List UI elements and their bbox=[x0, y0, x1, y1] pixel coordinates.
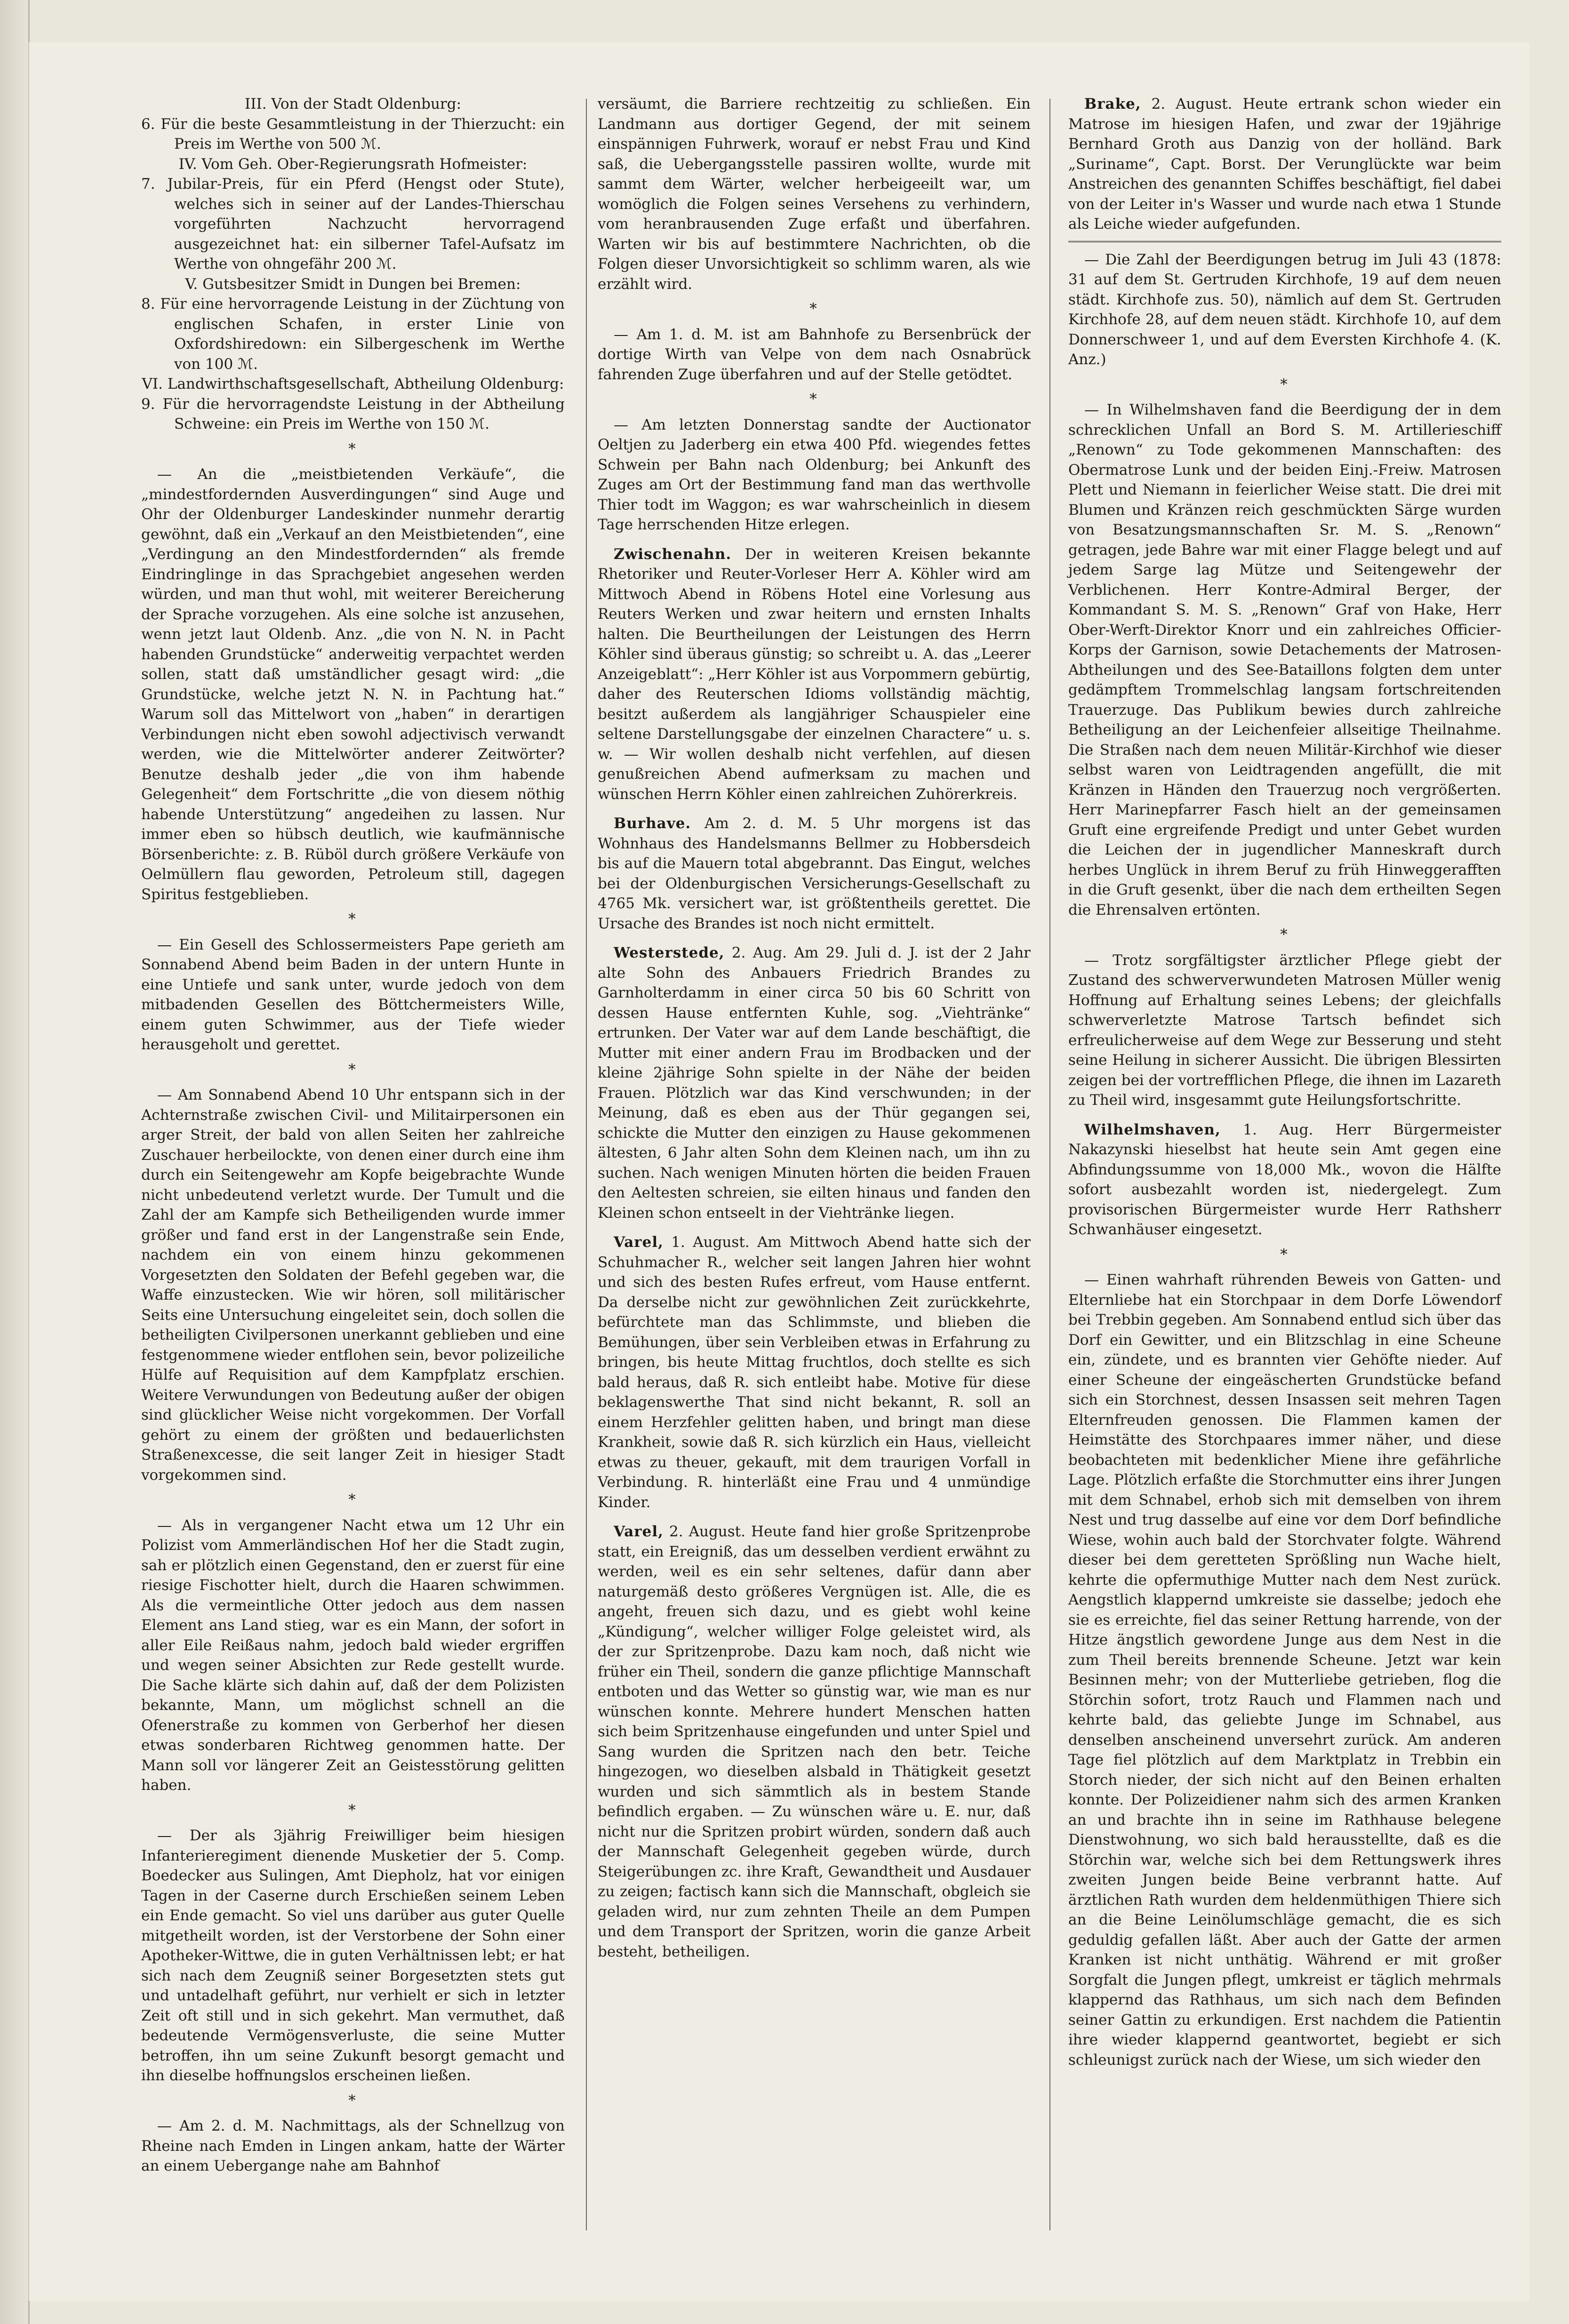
article-musketier: — Der als 3jährig Freiwilliger beim hiesigen Infanterieregiment dienende Musketier der 5. Comp. Boedecker aus Sulingen, Amt Diepholz, hat vor einigen Tagen in der Caserne durch Erschießen seinem Leben ein Ende gemacht. So viel uns darüber aus guter Quelle mitgetheilt worden, ist der Verstorbene der Sohn einer Apotheker-Wittwe, die in guten Verhältnissen lebt; er hat sich nach dem Zeugniß seiner Borgesetzten stets gut und untadelhaft geführt, nur verhielt er sich in letzter Zeit oft still und in sich gekehrt. Man vermuthet, daß bedeutende Vermögensverluste, die seine Mutter betroffen, ihn um seine Zukunft besorgt gemacht und ihn dieselbe hoffnungslos erscheinen ließen. bbox=[141, 1827, 565, 2084]
article-lingen: — Am 2. d. M. Nachmittags, als der Schnellzug von Rheine nach Emden in Lingen ankam, hatte der Wärter an einem Uebergange nahe am Bahnhof bbox=[141, 2117, 565, 2174]
prize-item-9: 9. Für die hervorragendste Leistung in der Abtheilung Schweine: ein Preis im Werthe von 150 ℳ. bbox=[141, 395, 565, 432]
separator: * bbox=[348, 2092, 358, 2109]
separator: * bbox=[348, 440, 358, 457]
page-edge bbox=[0, 0, 30, 2324]
prize-item-8: 8. Für eine hervorragende Leistung in der Züchtung von englischen Schafen, in erster Linie von Oxfordshiredown: ein Silbergeschenk im Werthe von 100 ℳ. bbox=[141, 295, 565, 373]
article-verkaeufe: — An die „meistbietenden Verkäufe“, die „mindestfordernden Ausverdingungen“ sind Auge und Ohr der Oldenburger Landeskinder nunmehr derartig gewöhnt, daß ein „Verkauf an den Meistbietenden“, eine „Verdingung an den Mindestfordernden“ als fremde Eindringlinge in das Sprachgebiet angesehen werden würden, und man thut wohl, mit weiterer Bereicherung der Sprache vorzugehen. Als eine solche ist anzusehen, wenn jetzt laut Oldenb. Anz. „die von N. N. in Pacht habenden Grundstücke“ anderweitig verpachtet werden sollen, statt daß umständlicher gesagt wird: „die Grundstücke, welche jetzt N. N. in Pachtung hat.“ Warum soll das Mittelwort von „haben“ in derartigen Verbindungen nicht eben sowohl adjectivisch verwandt werden, wie die Mittelwörter anderer Zeitwörter? Benutze deshalb jeder „die von ihm habende Gelegenheit“ dem Fortschritte „die von diesem nöthig habende Unterstützung“ angedeihen zu lassen. Nur immer eben so hübsch deutlich, wie kaufmännische Börsenberichte: z. B. Rüböl durch größere Verkäufe von Oelmüllern flau geworden, Petroleum still, dagegen Spiritus festgeblieben. bbox=[141, 466, 565, 903]
article-body: 2. Aug. Am 29. Juli d. J. ist der 2 Jahr alte Sohn des Anbauers Friedrich Brandes zu Garnholterdamm in einer circa 50 bis 60 Schritt von dessen Hause entfernten Kuhle, sog. „Viehtränke“ ertrunken. Der Vater war auf dem Lande beschäftigt, die Mutter mit einer andern Frau im Brodbacken und der kleine 2jährige Sohn spielte in der Nähe der beiden Frauen. Plötzlich war das Kind verschwunden; in der Meinung, daß es eben aus der Thür gegangen sei, schickte die Mutter den einzigen zu Hause gekommenen ältesten, 6 Jahr alten Sohn dem Kleinen nach, um ihn zu suchen. Nach wenigen Minuten hörten die beiden Frauen den Aeltesten schreien, sie eilten hinaus und fanden den Kleinen schon entseelt in der Viehtränke liegen. bbox=[598, 944, 1031, 1222]
dateline: Burhave. bbox=[614, 815, 691, 832]
separator: * bbox=[809, 391, 819, 407]
column-2 bbox=[598, 94, 1031, 1962]
article-brake bbox=[1068, 94, 1501, 234]
column-rule-1 bbox=[586, 99, 587, 2230]
section-rule bbox=[1068, 241, 1501, 242]
article-streit: — Am Sonnabend Abend 10 Uhr entspann sich in der Achternstraße zwischen Civil- und Militairpersonen ein arger Streit, der bald von allen Seiten her zahlreiche Zuschauer herbeilockte, von denen einer durch eine ihm durch ein Seitengewehr am Kopfe beigebrachte Wunde nicht unbedeutend verletzt wurde. Der Tumult und die Zahl der am Kampfe sich Betheiligenden wurde immer größer und fand erst in der Langenstraße sein Ende, nachdem ein von einem hinzu gekommenen Vorgesetzten den Soldaten der Befehl gegeben war, die Waffe einzustecken. Wie wir hören, soll militärischer Seits eine Untersuchung eingeleitet sein, doch sollen die betheiligten Civilpersonen unerkannt geblieben und eine festgenommene wieder entflohen sein, bevor polizeiliche Hülfe auf Requisition auf dem Kampfplatz erschien. Weitere Verwundungen von Bedeutung außer der obigen sind glücklicher Weise nicht vorgekommen. Der Vorfall gehört zu einem der größten und bedauerlichsten Straßenexcesse, die seit langer Zeit in hiesiger Stadt vorgekommen sind. bbox=[141, 1086, 565, 1484]
separator: * bbox=[348, 910, 358, 927]
separator: * bbox=[348, 1061, 358, 1078]
column-3 bbox=[1068, 94, 1501, 2070]
dateline: Varel, bbox=[614, 1523, 664, 1540]
article-beerdigungen: — Die Zahl der Beerdigungen betrug im Juli 43 (1878: 31 auf dem St. Gertruden Kirchhofe, 19 auf dem neuen städt. Kirchhofe zus. 50), nämlich auf dem St. Gertruden Kirchhofe 28, auf dem neuen städt. Kirchhofe 10, auf dem Donnerschweer 1, und auf dem Eversten Kirchhofe 4. (K. Anz.) bbox=[1068, 251, 1501, 368]
prize-item-7: 7. Jubilar-Preis, für ein Pferd (Hengst oder Stute), welches sich in seiner auf der Landes-Thierschau vorgeführten Nachzucht hervorragend ausgezeichnet hat: ein silberner Tafel-Aufsatz im Werthe von ohngefähr 200 ℳ. bbox=[141, 176, 565, 272]
separator: * bbox=[1280, 926, 1289, 943]
article-varel-1 bbox=[598, 1232, 1031, 1512]
prize-heading-6: VI. Landwirthschaftsgesellschaft, Abtheilung Oldenburg: bbox=[142, 375, 564, 392]
separator: * bbox=[1280, 375, 1289, 393]
prize-heading-4: IV. Vom Geh. Ober-Regierungsrath Hofmeister: bbox=[178, 155, 528, 173]
separator: * bbox=[809, 300, 819, 317]
prize-heading-3: III. Von der Stadt Oldenburg: bbox=[244, 96, 462, 112]
column-1 bbox=[141, 94, 565, 2176]
article-burhave bbox=[598, 814, 1031, 934]
dateline: Varel, bbox=[614, 1234, 664, 1251]
dateline: Wilhelmshaven, bbox=[1084, 1121, 1221, 1138]
article-body: 2. August. Heute ertrank schon wieder ein Matrose im hiesigen Hafen, und zwar der 19jährige Bernhard Groth aus Danzig von der holländ. Bark „Suriname“, Capt. Borst. Der Verunglückte war beim Anstreichen des genannten Schiffes beschäftigt, fiel dabei von der Leiter in's Wasser und wurde nach etwa 1 Stunde als Leiche wieder aufgefunden. bbox=[1068, 96, 1501, 232]
article-body: Der in weiteren Kreisen bekannte Rhetoriker und Reuter-Vorleser Herr A. Köhler wird am Mittwoch Abend in Röbens Hotel eine Vorlesung aus Reuters Werken und zwar heitern und ernsten Inhalts halten. Die Beurtheilungen der Leistungen des Herrn Köhler sind überaus günstig; so schreibt u. A. das „Leerer Anzeigeblatt“: „Herr Köhler ist aus Vorpommern gebürtig, daher des Reuterschen Idioms vollständig mächtig, besitzt außerdem als langjähriger Schauspieler eine seltene Darstellungsgabe der einzelnen Charactere“ u. s. w. — Wir wollen deshalb nicht verfehlen, auf diesen genußreichen Abend aufmerksam zu machen und wünschen Herrn Köhler einen zahlreichen Zuhörerkreis. bbox=[598, 545, 1031, 803]
article-body: 2. August. Heute fand hier große Spritzenprobe statt, ein Ereigniß, das um desselben verdient erwähnt zu werden, weil es ein sehr seltenes, dafür dann aber naturgemäß desto größeres Vergnügen ist. Alle, die es angeht, freuen sich dazu, und es giebt wohl keine „Kündigung“, welcher williger Folge geleistet wird, als der zur Spritzenprobe. Dazu kam noch, daß nicht wie früher ein Theil, sondern die ganze pflichtige Mannschaft entboten und das Wetter so günstig war, wie man es nur wünschen konnte. Mehrere hundert Menschen hatten sich beim Spritzenhause eingefunden und unter Spiel und Sang wurden die Spritzen nach den betr. Teiche hingezogen, wo dieselben alsbald in Thätigkeit gesetzt wurden und sich sämmtlich als in bestem Stande befindlich ergaben. — Zu wünschen wäre u. E. nur, daß nicht nur die Spritzen probirt würden, sondern daß auch der Mannschaft Gelegenheit gegeben würde, durch Steigerübungen zc. ihre Kraft, Gewandtheit und Ausdauer zu zeigen; factisch kann sich die Mannschaft, obgleich sie geladen wird, nur zum zehnten Theile an dem Pumpen und dem Transport der Spritzen, worin die ganze Arbeit besteht, betheiligen. bbox=[598, 1523, 1031, 1960]
article-body: Am 2. d. M. 5 Uhr morgens ist das Wohnhaus des Handelsmanns Bellmer zu Hobbersdeich bis auf die Mauern total abgebrannt. Das Eingut, welches bei der Oldenburgischen Versicherungs-Gesellschaft zu 4765 Mk. versichert war, ist größtentheils gerettet. Die Ursache des Brandes ist noch nicht ermittelt. bbox=[598, 815, 1031, 932]
article-storchpaar: — Einen wahrhaft rührenden Beweis von Gatten- und Elternliebe hat ein Storchpaar in dem Dorfe Löwendorf bei Trebbin gegeben. Am Sonnabend entlud sich über das Dorf ein Gewitter, und ein Blitzschlag in eine Scheune ein, zündete, und es brannten vier Gehöfte nieder. Auf einer Scheune der eingeäscherten Grundstücke befand sich ein Storchnest, dessen Insassen seit mehren Tagen Elternfreuden genossen. Die Flammen kamen der Heimstätte des Storchpaares immer näher, und diese beobachteten mit bedenklicher Miene ihre gefährliche Lage. Plötzlich erfaßte die Storchmutter eins ihrer Jungen mit dem Schnabel, erhob sich mit demselben von ihrem Nest und trug dasselbe auf eine vor dem Dorf befindliche Wiese, wohin auch bald der Storchvater folgte. Während dieser bei dem geretteten Sprößling nun Wache hielt, kehrte die opfermuthige Mutter nach dem Nest zurück. Aengstlich klappernd umkreiste sie dasselbe; jedoch ehe sie es erreichte, fiel das seiner Rettung harrende, von der Hitze ängstlich gewordene Junge aus dem Nest in die zum Theil bereits brennende Scheune. Jetzt war kein Besinnen mehr; von der Mutterliebe getrieben, flog die Störchin sofort, trotz Rauch und Flammen nach und kehrte bald, das geliebte Junge im Schnabel, aus denselben anscheinend unversehrt zurück. Am anderen Tage fiel plötzlich auf dem Marktplatz in Trebbin ein Storch nieder, der sich nicht auf den Beinen erhalten konnte. Der Polizeidiener nahm sich des armen Kranken an und brachte ihn in seine im Rathhause belegene Dienstwohnung, wo sich bald herausstellte, daß es die Störchin war, welche sich bei dem Rettungswerk ihres zweiten Jungen beide Beine verbrannt hatte. Auf ärztlichen Rath wurden dem heldenmüthigen Thiere sich an die Beine Leinölumschläge gemacht, die es sich geduldig gefallen läßt. Aber auch der Gatte der armen Kranken ist nicht unthätig. Während er mit großer Sorgfalt die Jungen pflegt, umkreist er täglich mehrmals klappernd das Rathhaus, um sich nach dem Befinden seiner Gattin zu erkundigen. Erst nachdem die Patientin ihre wieder klappernd geantwortet, begiebt er sich schleunigst zurück nach der Wiese, um sich wieder den bbox=[1068, 1271, 1501, 2068]
article-matrosen: — Trotz sorgfältigster ärztlicher Pflege giebt der Zustand des schwerverwundeten Matrosen Müller wenig Hoffnung auf Erhaltung seines Lebens; der gleichfalls schwerverletzte Matrose Tartsch befindet sich erfreulicherweise auf dem Wege zur Besserung und steht seine Heilung in sicherer Aussicht. Die übrigen Blessirten zeigen bei der vortrefflichen Pflege, die ihnen im Lazareth zu Theil wird, insgesammt gute Heilungsfortschritte. bbox=[1068, 951, 1501, 1109]
column-rule-2 bbox=[1049, 99, 1050, 2230]
article-lingen-cont: versäumt, die Barriere rechtzeitig zu schließen. Ein Landmann aus dortiger Gegend, der mit seinem einspännigen Fuhrwerk, worauf er nebst Frau und Kind saß, die Uebergangsstelle passiren wollte, wurde mit sammt dem Wärter, welcher herbeigeeilt war, um womöglich die Folgen seines Versehens zu verhindern, vom heranbrausenden Zuge erfaßt und überfahren. Warten wir bis auf bestimmtere Nachrichten, ob die Folgen dieser Unvorsichtigkeit so schlimm waren, als wie erzählt wird. bbox=[598, 96, 1031, 293]
prize-item-6: 6. Für die beste Gesammtleistung in der Thierzucht: ein Preis im Werthe von 500 ℳ. bbox=[141, 115, 565, 152]
article-baden: — Ein Gesell des Schlossermeisters Pape gerieth am Sonnabend Abend beim Baden in der untern Hunte in eine Untiefe und sank unter, wurde jedoch von dem mitbadenden Gesellen des Böttchermeisters Wille, einem guten Schwimmer, aus der Tiefe wieder herausgeholt und gerettet. bbox=[141, 936, 565, 1053]
dateline: Zwischenahn. bbox=[614, 545, 732, 563]
article-body: 1. Aug. Herr Bürgermeister Nakazynski hieselbst hat heute sein Amt gegen eine Abfindungssumme von 18,000 Mk., wovon die Hälfte sofort ausbezahlt worden ist, niedergelegt. Zum provisorischen Bürgermeister wurde Herr Rathsherr Schwanhäuser eingesetzt. bbox=[1068, 1121, 1502, 1238]
dateline: Westerstede, bbox=[614, 944, 725, 961]
separator: * bbox=[348, 1801, 358, 1819]
article-varel-2 bbox=[598, 1522, 1031, 1962]
article-westerstede bbox=[598, 943, 1031, 1223]
article-body: 1. August. Am Mittwoch Abend hatte sich der Schuhmacher R., welcher seit langen Jahren hier wohnt und sich des besten Rufes erfreut, vom Hause entfernt. Da derselbe nicht zur gewöhnlichen Zeit zurückkehrte, befürchtete man das Schlimmste, und blieben die Bemühungen, über sein Verbleiben etwas in Erfahrung zu bringen, bis heute Mittag fruchtlos, doch stellte es sich bald heraus, daß R. sich entleibt habe. Motive für diese beklagenswerthe That sind nicht bekannt, R. soll an einem Herzfehler gelitten haben, und bringt man diese Krankheit, sowie daß R. sich kürzlich ein Haus, vielleicht etwas zu theuer, gekauft, mit dem traurigen Vorfall in Verbindung. R. hinterläßt eine Frau und 4 unmündige Kinder. bbox=[598, 1234, 1031, 1511]
article-polizist: — Als in vergangener Nacht etwa um 12 Uhr ein Polizist vom Ammerländischen Hof her die Stadt zugin, sah er plötzlich einen Gegenstand, den er zuerst für eine riesige Fischotter hielt, durch die Haaren schwimmen. Als die vermeintliche Otter jedoch aus dem nassen Element ans Land stieg, war es ein Mann, der sofort in aller Eile Reißaus nahm, jedoch bald wieder ergriffen und wegen seiner Absichten zur Rede gestellt wurde. Die Sache klärte sich dahin auf, daß der dem Polizisten bekannte, Mann, um möglichst schnell an die Ofenerstraße zu kommen von Gerberhof her diesen etwas sonderbaren Richtweg genommen hatte. Der Mann soll vor längerer Zeit an Geistesstörung gelitten haben. bbox=[141, 1517, 565, 1794]
separator: * bbox=[348, 1491, 358, 1508]
dateline: Brake, bbox=[1084, 96, 1141, 112]
article-zwischenahn bbox=[598, 544, 1031, 805]
article-wilhelmshaven-buergermeister bbox=[1068, 1120, 1501, 1240]
article-bersenbrueck: — Am 1. d. M. ist am Bahnhofe zu Bersenbrück der dortige Wirth van Velpe von dem nach Osnabrück fahrenden Zuge überfahren und auf der Stelle getödtet. bbox=[598, 326, 1031, 383]
article-schwein: — Am letzten Donnerstag sandte der Auctionator Oeltjen zu Jaderberg ein etwa 400 Pfd. wiegendes fettes Schwein per Bahn nach Oldenburg; bei Ankunft des Zuges am Ort der Bestimmung fand man das werthvolle Thier todt im Waggon; es war wahrscheinlich in diesem Tage herrschenden Hitze erlegen. bbox=[598, 416, 1031, 533]
prize-heading-5: V. Gutsbesitzer Smidt in Dungen bei Bremen: bbox=[185, 275, 521, 293]
article-wilhelmshaven-beerdigung: — In Wilhelmshaven fand die Beerdigung der in dem schrecklichen Unfall an Bord S. M. Artillerieschiff „Renown“ zu Tode gekommenen Mannschaften: des Obermatrose Lunk und der beiden Einj.-Freiw. Matrosen Plett und Niemann in feierlicher Weise statt. Die drei mit Blumen und Kränzen reich geschmückten Särge wurden von Besatzungsmannschaften Sr. M. S. „Renown“ getragen, jede Bahre war mit einer Flagge belegt und auf jedem Sarge lag Mütze und Seitengewehr der Verblichenen. Herr Kontre-Admiral Berger, der Kommandant S. M. S. „Renown“ Graf von Hake, Herr Ober-Werft-Direktor Knorr und ein zahlreiches Officier-Korps der Garnison, sowie Detachements der Matrosen-Abtheilungen und des See-Bataillons folgten dem unter gedämpftem Trommelschlag langsam fortschreitenden Trauerzuge. Das Publikum bewies durch zahlreiche Betheiligung an der Leichenfeier allseitige Theilnahme. Die Straßen nach dem neuen Militär-Kirchhof wie dieser selbst waren von Leidtragenden angefüllt, die mit Kränzen in Händen den Trauerzug noch vergrößerten. Herr Marinepfarrer Fasch hielt an der gemeinsamen Gruft eine ergreifende Predigt und unter Gebet wurden die Leichen der in jugendlicher Manneskraft durch herbes Unglück in ihrem Beruf zu früh Hinweggerafften in die Gruft gesenkt, über die nach dem ertheilten Segen die Ehrensalven ertönten. bbox=[1068, 401, 1501, 918]
separator: * bbox=[1280, 1246, 1289, 1263]
